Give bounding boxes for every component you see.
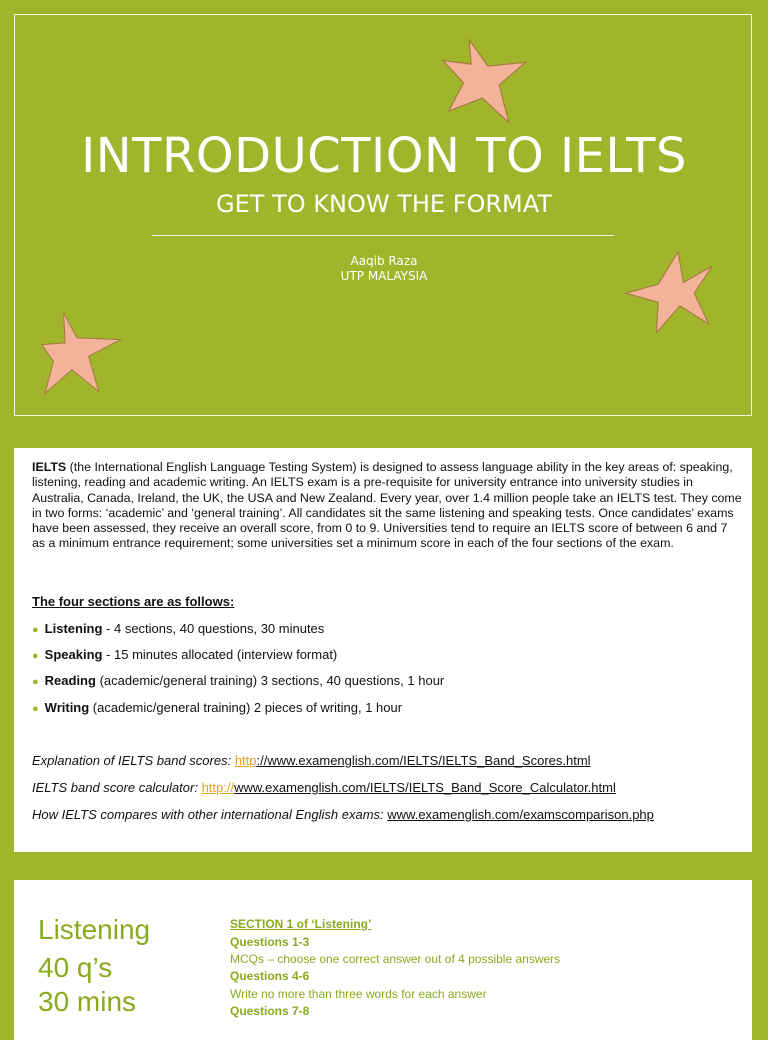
list-item: [32, 621, 324, 636]
bullet-icon: ●: [32, 676, 39, 688]
intro-text: (the International English Language Testing System) is designed to assess language ability in the key areas of: speaking, listening, reading and academic writing. An IELTS exam is a pre-requisite for university entrance into university studies in Australia, Canada, Ireland, the UK, the USA and New Zealand. Every year, over 1.4 million people take an IELTS test. They come in two forms: ‘academic’ and ‘general training’. All candidates sit the same listening and speaking tests. Once candidates’ exams have been assessed, they receive an overall score, from 0 to 9. Universities tend to require an IELTS score of between 6 and 7 as a minimum entrance requirement; some universities set a minimum score in each of the four sections of the exam.: [32, 460, 742, 551]
bullet-icon: ●: [32, 703, 39, 715]
link-label: Explanation of IELTS band scores:: [32, 753, 235, 768]
bullet-icon: ●: [32, 650, 39, 662]
list-item: [32, 647, 337, 662]
question-range: Questions 7-8: [230, 1004, 310, 1018]
calculator-link[interactable]: www.examenglish.com/IELTS/IELTS_Band_Score_Calculator.html: [234, 780, 616, 795]
section-name: Writing: [44, 700, 90, 715]
section-heading: SECTION 1 of ‘Listening’: [230, 917, 372, 931]
question-range: Questions 4-6: [230, 969, 310, 983]
link-label: How IELTS compares with other international English exams:: [32, 807, 388, 822]
question-range: Questions 1-3: [230, 935, 310, 949]
listening-heading: Listening: [38, 914, 151, 945]
section-detail: (academic/general training) 3 sections, 40 questions, 1 hour: [95, 673, 445, 688]
list-item: [32, 700, 402, 715]
band-scores-line: [32, 753, 591, 768]
duration: 30 mins: [38, 986, 137, 1017]
list-item: [32, 673, 444, 688]
question-desc: MCQs – choose one correct answer out of 4 possible answers: [230, 952, 561, 966]
calculator-line: [32, 780, 616, 795]
section-name: Listening: [44, 621, 103, 636]
comparison-line: [32, 807, 654, 822]
page-subtitle: GET TO KNOW THE FORMAT: [216, 190, 552, 218]
page-title: INTRODUCTION TO IELTS: [81, 128, 687, 184]
intro-paragraph: [32, 460, 742, 552]
section-detail: - 15 minutes allocated (interview format): [102, 647, 338, 662]
comparison-link[interactable]: www.examenglish.com/examscomparison.php: [387, 807, 654, 822]
question-desc: Write no more than three words for each answer: [230, 987, 487, 1001]
divider: [152, 235, 614, 236]
star-icon: [440, 36, 536, 130]
question-count: 40 q’s: [38, 952, 113, 983]
author-name: Aaqib Raza: [350, 254, 418, 268]
organization-name: UTP MALAYSIA: [340, 269, 428, 283]
section-name: Speaking: [44, 647, 103, 662]
listening-slide: [14, 880, 752, 1040]
intro-bold: IELTS: [32, 460, 67, 474]
overview-slide: [14, 448, 752, 852]
link-prefix[interactable]: http://: [201, 780, 235, 795]
band-scores-link[interactable]: ://www.examenglish.com/IELTS/IELTS_Band_Scores.html: [256, 753, 591, 768]
link-prefix[interactable]: http: [234, 753, 257, 768]
link-label: IELTS band score calculator:: [32, 780, 202, 795]
section-detail: - 4 sections, 40 questions, 30 minutes: [102, 621, 325, 636]
section-name: Reading: [44, 673, 96, 688]
section-detail: (academic/general training) 2 pieces of writing, 1 hour: [89, 700, 403, 715]
sections-heading: The four sections are as follows:: [32, 594, 235, 609]
star-icon: [40, 308, 124, 398]
bullet-icon: ●: [32, 624, 39, 636]
